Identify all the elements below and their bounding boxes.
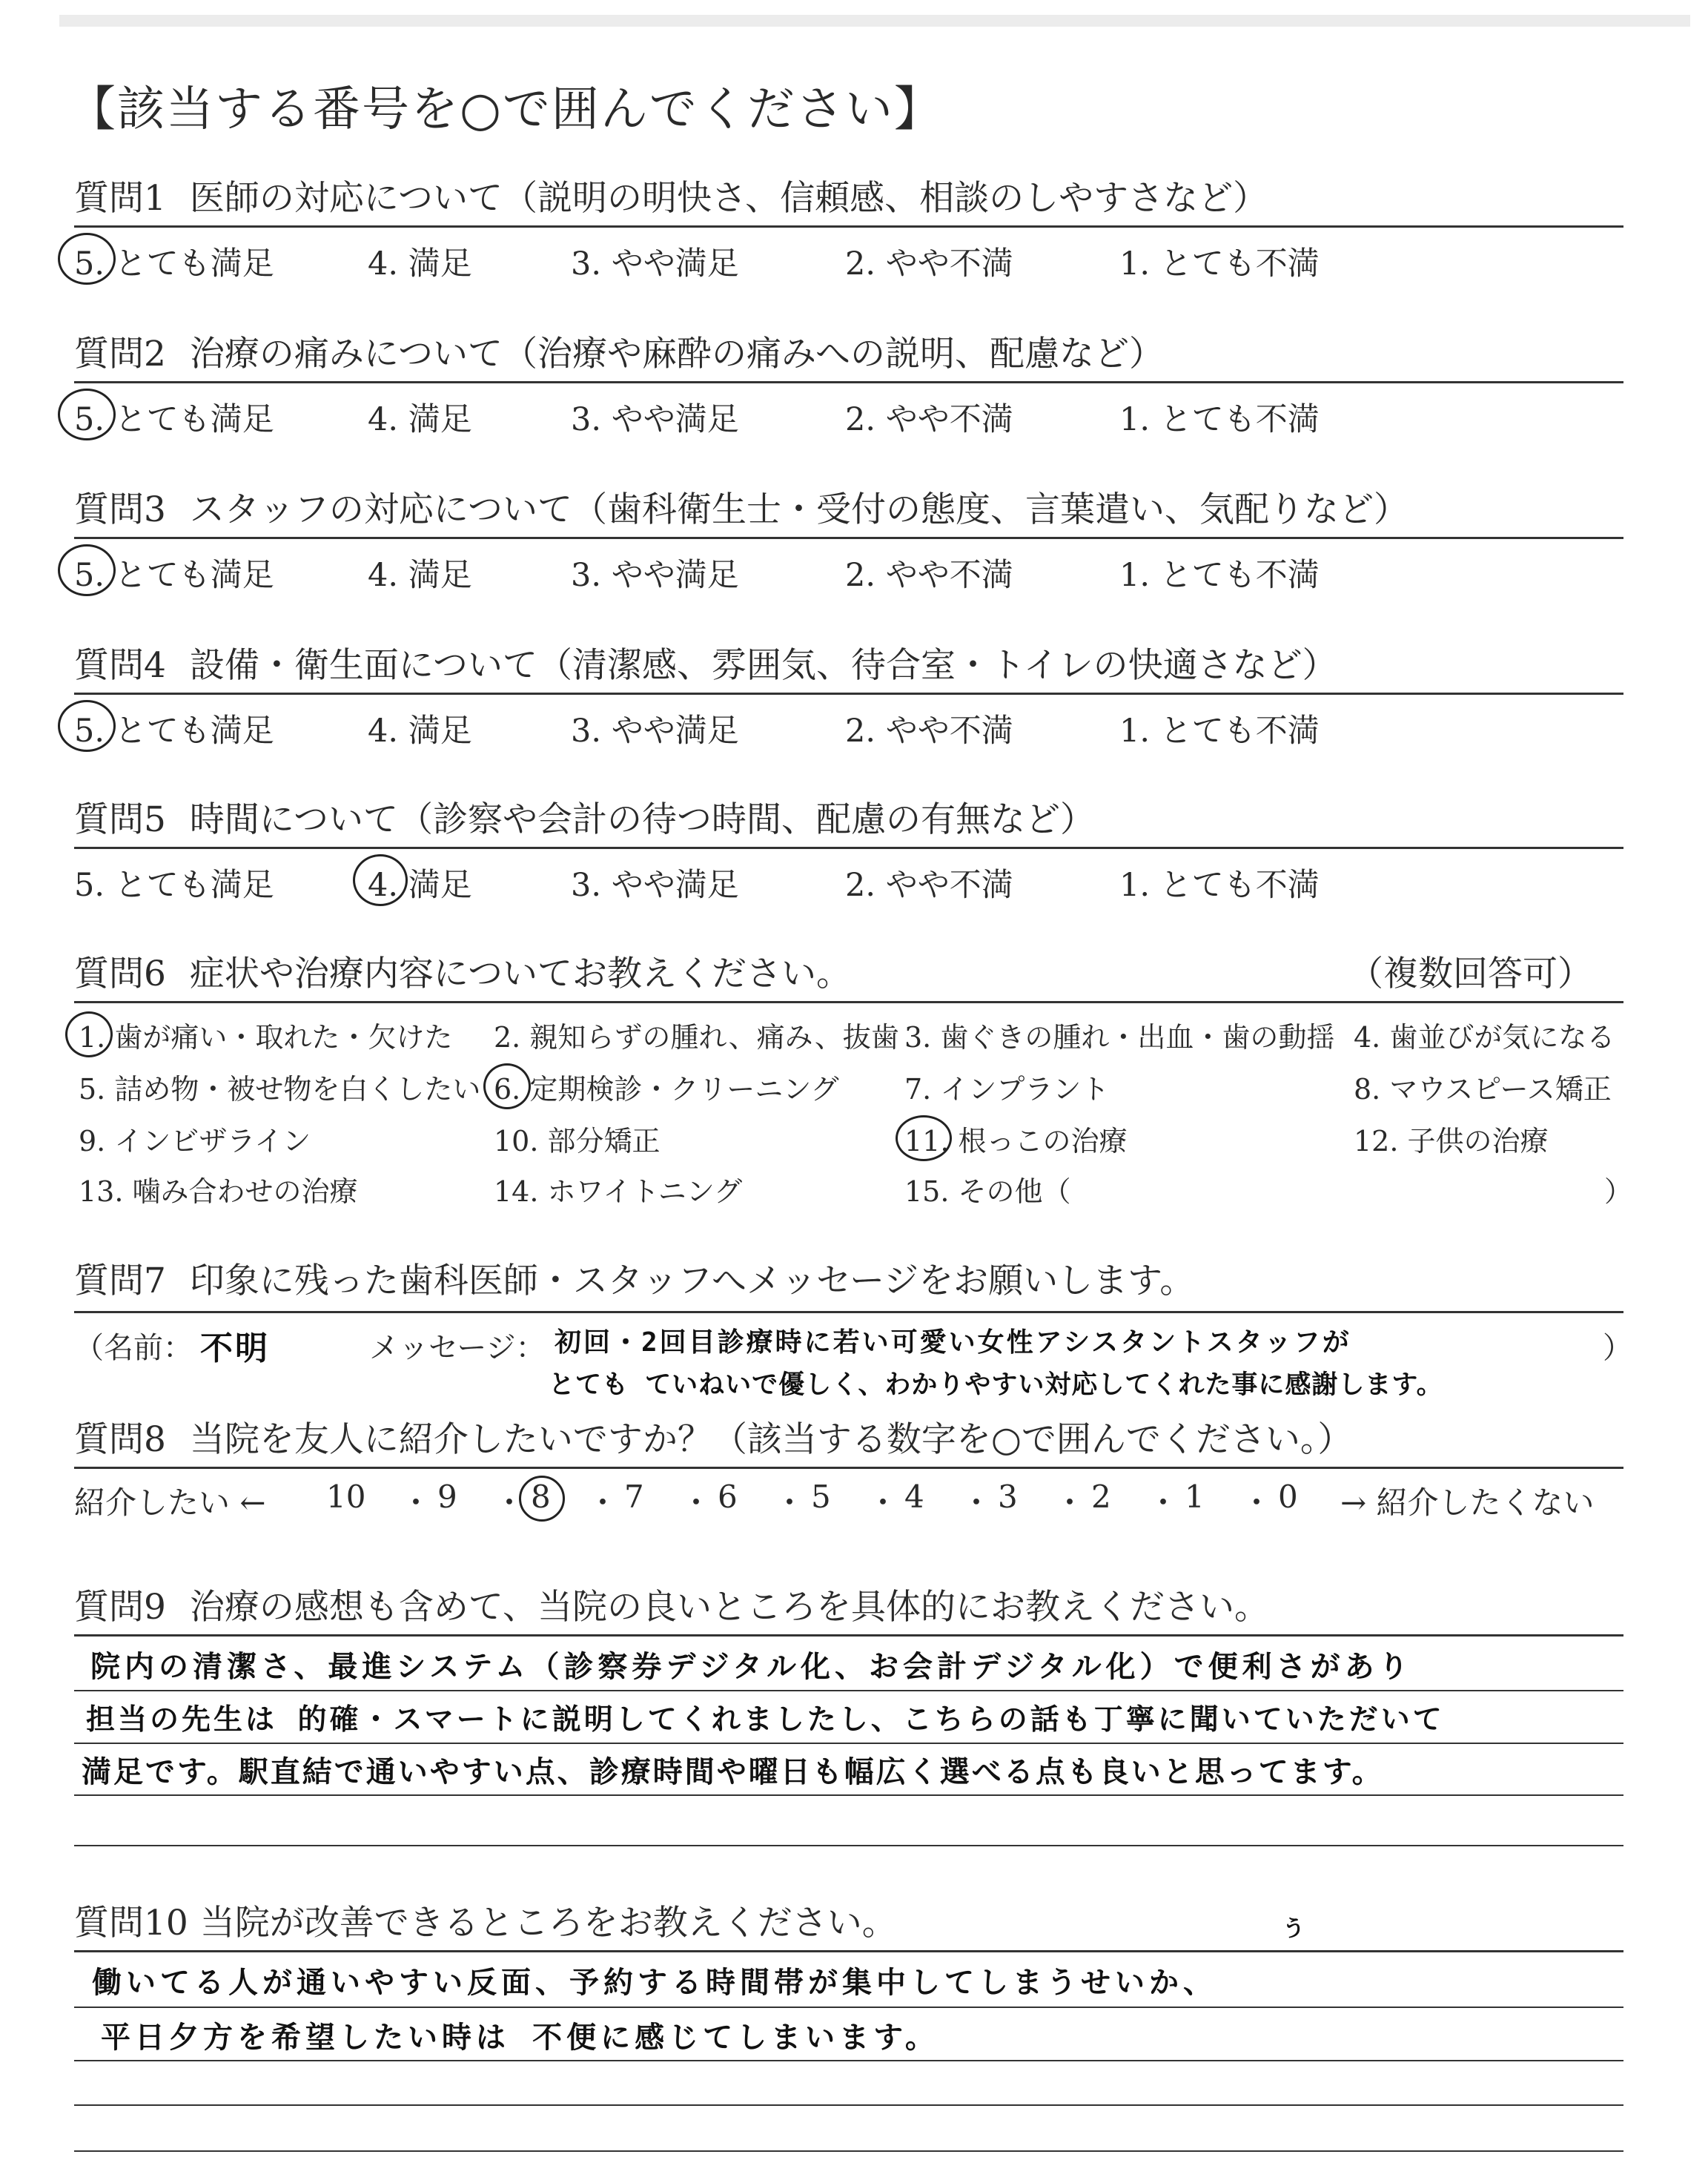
question-text: 症状や治療内容についてお教えください。 (189, 954, 851, 994)
symptom-option-1[interactable]: 1. 歯が痛い・取れた・欠けた (79, 1021, 453, 1054)
scale-5[interactable]: 5 (811, 1479, 831, 1515)
question-number: 質問6 (74, 954, 166, 994)
symptom-option-4[interactable]: 4. 歯並びが気になる (1354, 1021, 1615, 1054)
message-line-1[interactable]: 初回・2回目診療時に若い可愛い女性アシスタントスタッフが (555, 1327, 1351, 1358)
option-5[interactable]: 5. とても満足 (74, 713, 274, 750)
question-text: 設備・衛生面について（清潔感、雰囲気、待合室・トイレの快適さなど） (189, 645, 1337, 686)
name-value[interactable]: 不明 (200, 1330, 270, 1367)
divider (74, 693, 1623, 695)
scale-10[interactable]: 10 (326, 1479, 366, 1515)
option-1[interactable]: 1. とても不満 (1119, 245, 1320, 283)
form-title: 【該当する番号を○で囲んでください】 (68, 82, 943, 137)
divider (74, 1467, 1623, 1469)
question-number: 質問2 (74, 334, 166, 374)
option-2[interactable]: 2. やや不満 (845, 867, 1013, 904)
symptom-option-5[interactable]: 5. 詰め物・被せ物を白くしたい (79, 1073, 481, 1106)
answer-line (74, 2007, 1623, 2008)
question-number: 質問9 (74, 1587, 166, 1628)
answer-line (74, 1743, 1623, 1744)
option-4[interactable]: 4. 満足 (368, 401, 472, 438)
question-text: スタッフの対応について（歯科衛生士・受付の態度、言葉遣い、気配りなど） (189, 489, 1409, 530)
option-3[interactable]: 3. やや満足 (571, 867, 739, 904)
option-4[interactable]: 4. 満足 (368, 713, 472, 750)
question-number: 質問8 (74, 1419, 166, 1460)
scale-8[interactable]: 8 (531, 1479, 551, 1515)
option-5[interactable]: 5. とても満足 (74, 557, 274, 594)
option-3[interactable]: 3. やや満足 (571, 557, 739, 594)
scan-top-edge (59, 15, 1690, 27)
option-3[interactable]: 3. やや満足 (571, 245, 739, 283)
scale-6[interactable]: 6 (718, 1479, 738, 1515)
question-number: 質問5 (74, 799, 166, 840)
answer-line (74, 1794, 1623, 1796)
message-line-2[interactable]: とても ていねいで優しく、わかりやすい対応してくれた事に感謝します。 (549, 1370, 1443, 1400)
divider (74, 847, 1623, 849)
symptom-option-3[interactable]: 3. 歯ぐきの腫れ・出血・歯の動揺 (904, 1021, 1335, 1054)
answer-line (74, 2150, 1623, 2152)
option-5[interactable]: 5. とても満足 (74, 867, 274, 904)
option-2[interactable]: 2. やや不満 (845, 401, 1013, 438)
option-2[interactable]: 2. やや不満 (845, 557, 1013, 594)
question-4 (74, 638, 1623, 793)
recommend-left-label: 紹介したい ← (74, 1484, 266, 1521)
symptom-option-8[interactable]: 8. マウスピース矯正 (1354, 1073, 1612, 1106)
divider (74, 1950, 1623, 1952)
improvement-line-1[interactable]: 働いてる人が通いやすい反面、予約する時間帯が集中してしまうせいか、 (92, 1966, 1217, 2000)
symptom-option-7[interactable]: 7. インプラント (904, 1073, 1110, 1106)
question-6 (74, 946, 1633, 1258)
question-9 (74, 1579, 1623, 1846)
good-points-line-2[interactable]: 担当の先生は 的確・スマートに説明してくれましたし、こちらの話も丁寧に聞いていただいて (86, 1703, 1445, 1737)
question-2 (74, 326, 1623, 482)
scale-7[interactable]: 7 (624, 1479, 644, 1515)
question-text: 当院が改善できるところをお教えください。 (199, 1903, 897, 1943)
question-3 (74, 482, 1623, 638)
scale-0[interactable]: 0 (1278, 1479, 1298, 1515)
symptom-option-15[interactable]: 15. その他（ (904, 1175, 1071, 1208)
symptom-option-10[interactable]: 10. 部分矯正 (494, 1125, 661, 1157)
symptom-option-13[interactable]: 13. 噛み合わせの治療 (79, 1175, 358, 1208)
symptom-option-9[interactable]: 9. インビザライン (79, 1125, 311, 1157)
option-1[interactable]: 1. とても不満 (1119, 401, 1320, 438)
question-text: 印象に残った歯科医師・スタッフへメッセージをお願いします。 (189, 1261, 1195, 1301)
scale-2[interactable]: 2 (1091, 1479, 1111, 1515)
option-2[interactable]: 2. やや不満 (845, 713, 1013, 750)
divider (74, 225, 1623, 228)
good-points-line-3[interactable]: 満足です。駅直結で通いやすい点、診療時間や曜日も幅広く選べる点も良いと思ってます。 (82, 1755, 1384, 1789)
scale-3[interactable]: 3 (998, 1479, 1018, 1515)
question-text: 当院を友人に紹介したいですか？（該当する数字を○で囲んでください。） (189, 1419, 1353, 1460)
question-text: 時間について（診察や会計の待つ時間、配慮の有無など） (189, 799, 1095, 840)
other-close-paren: ） (1604, 1175, 1633, 1208)
multiple-answers-note: （複数回答可） (1348, 954, 1592, 994)
message-close-paren: ） (1603, 1331, 1632, 1365)
symptom-option-2[interactable]: 2. 親知らずの腫れ、痛み、抜歯 (494, 1021, 899, 1054)
question-8: 質問8 当院を友人に紹介したいですか？（該当する数字を○で囲んでください。） 紹介したい ← 10 9 8 7 6 5 4 3 2 1 0 → 紹介したくない ・ ・ ・ ・ ・ ・ ・ ・ ・ ・ (74, 1412, 1623, 1530)
scale-4[interactable]: 4 (904, 1479, 924, 1515)
option-4[interactable]: 4. 満足 (368, 245, 472, 283)
divider (74, 1311, 1623, 1313)
option-1[interactable]: 1. とても不満 (1119, 713, 1320, 750)
symptom-option-6[interactable]: 6. 定期検診・クリーニング (494, 1073, 839, 1106)
good-points-line-1[interactable]: 院内の清潔さ、最進システム（診察券デジタル化、お会計デジタル化）で便利さがあり (90, 1650, 1413, 1684)
question-number: 質問10 (74, 1903, 188, 1943)
question-text: 医師の対応について（説明の明快さ、信頼感、相談のしやすさなど） (189, 178, 1268, 219)
answer-line (74, 2060, 1623, 2061)
question-7 (74, 1253, 1632, 1401)
question-number: 質問7 (74, 1261, 166, 1301)
option-3[interactable]: 3. やや満足 (571, 401, 739, 438)
recommend-right-label: → 紹介したくない (1340, 1484, 1595, 1521)
divider (74, 1001, 1623, 1003)
symptom-option-11[interactable]: 11. 根っこの治療 (904, 1125, 1128, 1157)
name-label: （名前： (74, 1331, 193, 1365)
question-number: 質問4 (74, 645, 166, 686)
option-2[interactable]: 2. やや不満 (845, 245, 1013, 283)
scale-1[interactable]: 1 (1185, 1479, 1205, 1515)
option-4[interactable]: 4. 満足 (368, 867, 472, 904)
question-text: 治療の感想も含めて、当院の良いところを具体的にお教えください。 (189, 1587, 1269, 1628)
divider (74, 381, 1623, 383)
option-5[interactable]: 5. とても満足 (74, 401, 274, 438)
correction-mark: う (1282, 1916, 1307, 1942)
option-3[interactable]: 3. やや満足 (571, 713, 739, 750)
symptom-option-12[interactable]: 12. 子供の治療 (1354, 1125, 1549, 1157)
scale-9[interactable]: 9 (437, 1479, 457, 1515)
question-number: 質問3 (74, 489, 166, 530)
divider (74, 537, 1623, 539)
answer-line (74, 2104, 1623, 2106)
option-5[interactable]: 5. とても満足 (74, 245, 274, 283)
answer-line (74, 1690, 1623, 1691)
question-1 (74, 171, 1623, 326)
option-1[interactable]: 1. とても不満 (1119, 867, 1320, 904)
question-10 (74, 1895, 1623, 2147)
divider (74, 1634, 1623, 1636)
question-number: 質問1 (74, 178, 166, 219)
question-text: 治療の痛みについて（治療や麻酔の痛みへの説明、配慮など） (189, 334, 1165, 374)
improvement-line-2[interactable]: 平日夕方を希望したい時は 不便に感じてしまいます。 (101, 2021, 939, 2055)
option-1[interactable]: 1. とても不満 (1119, 557, 1320, 594)
symptom-option-14[interactable]: 14. ホワイトニング (494, 1175, 743, 1208)
question-5 (74, 792, 1623, 948)
message-label: メッセージ： (369, 1331, 546, 1365)
option-4[interactable]: 4. 満足 (368, 557, 472, 594)
answer-line (74, 1845, 1623, 1846)
